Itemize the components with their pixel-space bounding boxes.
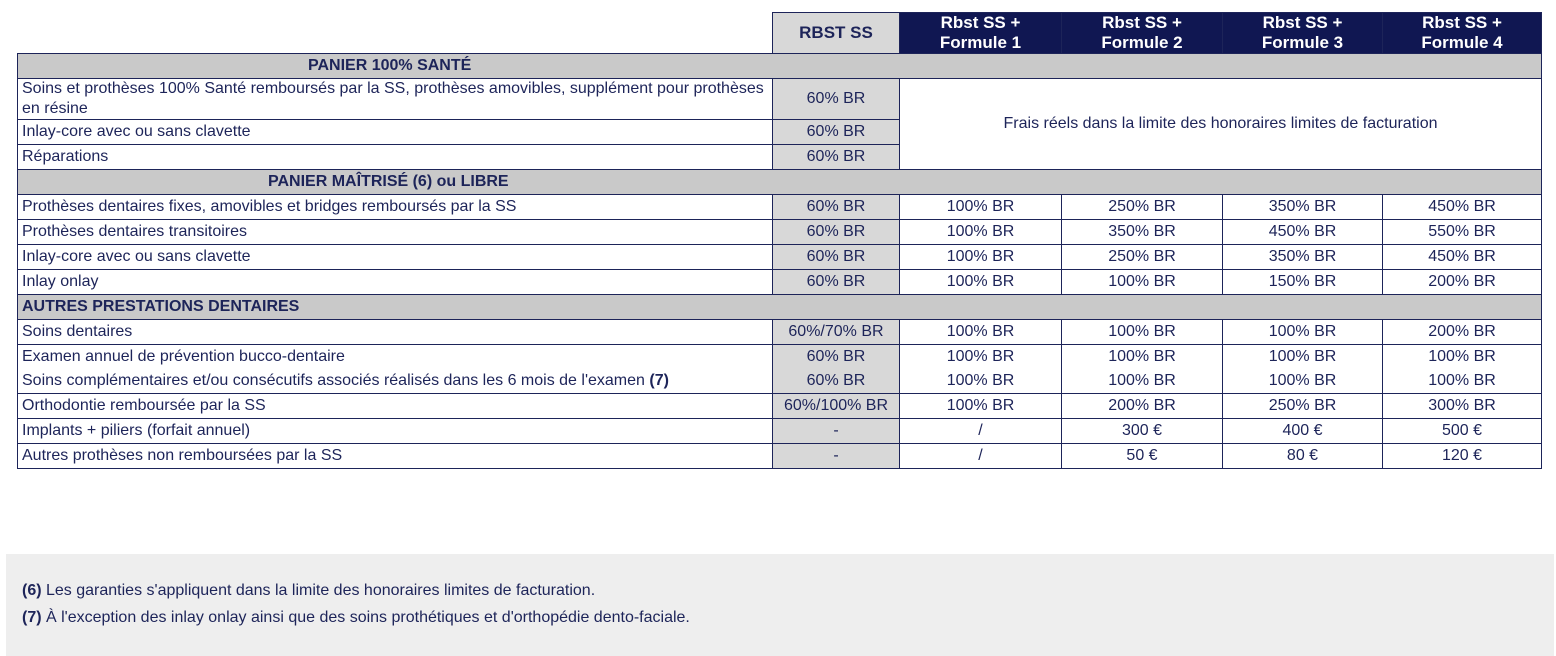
formule-4-cell: 120 € [1383, 444, 1542, 469]
footnote-7-text: À l'exception des inlay onlay ainsi que des soins prothétiques et d'orthopédie dento-faciale. [41, 609, 690, 626]
footnote-6-text: Les garanties s'appliquent dans la limite des honoraires limites de facturation. [41, 582, 596, 599]
footnote-6 [22, 582, 595, 600]
table-row [18, 444, 1542, 469]
formule-2-cell: 350% BR [1062, 220, 1223, 245]
formule-1-cell: 100% BR [900, 345, 1062, 370]
header-formule-4-line2: Formule 4 [1421, 33, 1503, 52]
header-rbst-ss: RBST SS [773, 13, 900, 54]
header-formule-2-line1: Rbst SS + [1102, 13, 1182, 32]
formule-4-cell: 200% BR [1383, 320, 1542, 345]
row-label: Examen annuel de prévention bucco-dentaire [18, 345, 773, 370]
formule-3-cell: 100% BR [1223, 369, 1383, 394]
formule-1-cell: / [900, 444, 1062, 469]
formule-3-cell: 250% BR [1223, 394, 1383, 419]
formule-4-cell: 550% BR [1383, 220, 1542, 245]
formule-1-cell: 100% BR [900, 320, 1062, 345]
formule-2-cell: 100% BR [1062, 369, 1223, 394]
row-label: Soins dentaires [18, 320, 773, 345]
rbst-cell: 60%/100% BR [773, 394, 900, 419]
row-label: Réparations [18, 145, 773, 170]
section-panier-sante [18, 54, 1542, 79]
section-panier-maitrise-title: PANIER MAÎTRISÉ (6) ou LIBRE [268, 173, 509, 190]
footnote-6-ref: (6) [22, 582, 42, 599]
header-formule-3 [1223, 13, 1383, 54]
formule-1-cell: 100% BR [900, 220, 1062, 245]
header-formule-4 [1383, 13, 1542, 54]
formule-4-cell: 100% BR [1383, 345, 1542, 370]
formule-2-cell: 250% BR [1062, 195, 1223, 220]
rbst-cell: 60%/70% BR [773, 320, 900, 345]
header-formule-3-line2: Formule 3 [1261, 33, 1344, 52]
rbst-cell: 60% BR [773, 369, 900, 394]
table-row [18, 245, 1542, 270]
rbst-cell: 60% BR [773, 270, 900, 295]
table-row [18, 270, 1542, 295]
formule-2-cell: 100% BR [1062, 320, 1223, 345]
formule-4-cell: 100% BR [1383, 369, 1542, 394]
header-formule-2 [1062, 13, 1223, 54]
row-label: Soins et prothèses 100% Santé remboursés par la SS, prothèses amovibles, supplément pour prothèses en résine [18, 79, 773, 120]
row-label: Orthodontie remboursée par la SS [18, 394, 773, 419]
row-label: Prothèses dentaires fixes, amovibles et bridges remboursés par la SS [18, 195, 773, 220]
header-formule-1-line1: Rbst SS + [940, 13, 1021, 32]
header-spacer [18, 13, 773, 54]
formule-2-cell: 100% BR [1062, 345, 1223, 370]
rbst-cell: 60% BR [773, 220, 900, 245]
formule-4-cell: 500 € [1383, 419, 1542, 444]
formule-1-cell: 100% BR [900, 245, 1062, 270]
header-formule-1-line2: Formule 1 [939, 33, 1022, 52]
footnote-7-ref: (7) [22, 609, 42, 626]
formule-2-cell: 100% BR [1062, 270, 1223, 295]
rbst-cell: 60% BR [773, 195, 900, 220]
row-label: Implants + piliers (forfait annuel) [18, 419, 773, 444]
formule-3-cell: 150% BR [1223, 270, 1383, 295]
row-label: Prothèses dentaires transitoires [18, 220, 773, 245]
formule-4-cell: 450% BR [1383, 195, 1542, 220]
formule-1-cell: 100% BR [900, 394, 1062, 419]
formule-3-cell: 450% BR [1223, 220, 1383, 245]
formule-3-cell: 100% BR [1223, 345, 1383, 370]
formule-2-cell: 250% BR [1062, 245, 1223, 270]
row-label: Inlay-core avec ou sans clavette [18, 120, 773, 145]
formule-3-cell: 350% BR [1223, 195, 1383, 220]
row-label-text: Soins complémentaires et/ou consécutifs associés réalisés dans les 6 mois de l'examen [22, 372, 645, 389]
header-formule-2-line2: Formule 2 [1101, 33, 1183, 52]
table-row [18, 369, 1542, 394]
guarantee-table [17, 12, 1542, 469]
section-autres-prestations-title: AUTRES PRESTATIONS DENTAIRES [22, 298, 300, 315]
row-label: Autres prothèses non remboursées par la SS [18, 444, 773, 469]
header-formule-4-line1: Rbst SS + [1422, 13, 1502, 32]
section-panier-maitrise [18, 170, 1542, 195]
table-row [18, 220, 1542, 245]
rbst-cell: 60% BR [773, 145, 900, 170]
footnotes-panel [6, 554, 1554, 656]
rbst-cell: 60% BR [773, 345, 900, 370]
formule-1-cell: / [900, 419, 1062, 444]
header-formule-3-line1: Rbst SS + [1262, 13, 1343, 32]
section-panier-sante-title: PANIER 100% SANTÉ [308, 57, 472, 74]
formule-3-cell: 100% BR [1223, 320, 1383, 345]
formule-1-cell: 100% BR [900, 369, 1062, 394]
footnote-7 [22, 609, 690, 627]
formule-3-cell: 400 € [1223, 419, 1383, 444]
formule-2-cell: 50 € [1062, 444, 1223, 469]
formule-4-cell: 450% BR [1383, 245, 1542, 270]
table-row [18, 195, 1542, 220]
rbst-cell: - [773, 444, 900, 469]
formule-1-cell: 100% BR [900, 195, 1062, 220]
row-label: Inlay onlay [18, 270, 773, 295]
rbst-cell: - [773, 419, 900, 444]
footnote-ref-7: (7) [649, 372, 669, 389]
table-row [18, 394, 1542, 419]
section-autres-prestations [18, 295, 1542, 320]
merged-frais-reels-cell: Frais réels dans la limite des honoraires limites de facturation [900, 79, 1542, 170]
row-label [18, 369, 773, 394]
formule-1-cell: 100% BR [900, 270, 1062, 295]
rbst-cell: 60% BR [773, 79, 900, 120]
formule-4-cell: 200% BR [1383, 270, 1542, 295]
rbst-cell: 60% BR [773, 245, 900, 270]
table-row [18, 320, 1542, 345]
rbst-cell: 60% BR [773, 120, 900, 145]
row-label: Inlay-core avec ou sans clavette [18, 245, 773, 270]
formule-2-cell: 300 € [1062, 419, 1223, 444]
formule-2-cell: 200% BR [1062, 394, 1223, 419]
formule-4-cell: 300% BR [1383, 394, 1542, 419]
table-row [18, 345, 1542, 370]
table-row [18, 419, 1542, 444]
formule-3-cell: 350% BR [1223, 245, 1383, 270]
header-formule-1 [900, 13, 1062, 54]
formule-3-cell: 80 € [1223, 444, 1383, 469]
